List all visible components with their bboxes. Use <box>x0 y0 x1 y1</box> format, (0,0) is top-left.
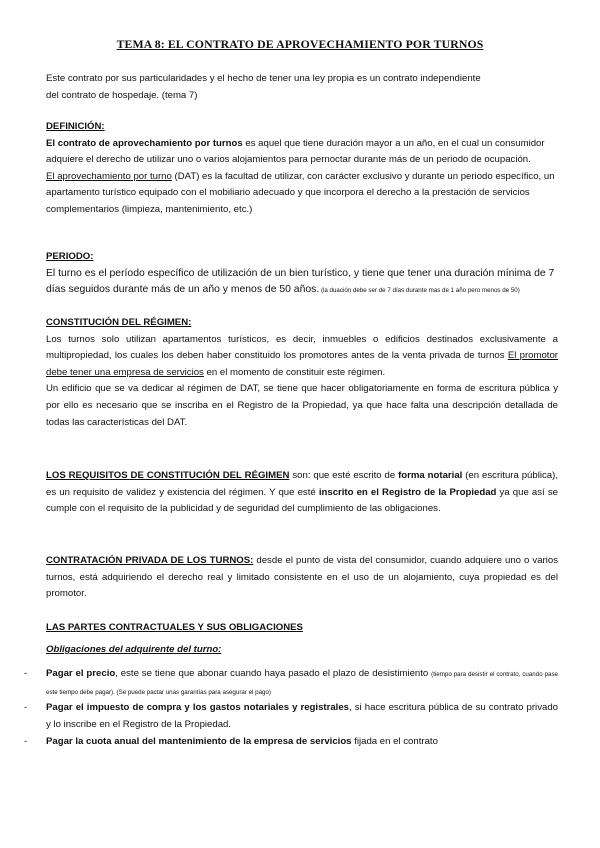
list-item-note: (tiempo para desistir el contrato, cuando pase este tiempo debe pagar). (Se puede pactar unas garantías para asegurar el pago) <box>46 671 558 696</box>
definicion-paragraph-1 <box>46 136 558 169</box>
list-item-text: fijada en el contrato <box>351 736 438 747</box>
intro-paragraph <box>46 71 558 104</box>
constitucion-section <box>46 315 558 431</box>
list-item-bold: Pagar el impuesto de compra y los gastos notariales y registrales <box>46 702 350 713</box>
partes-heading: LAS PARTES CONTRACTUALES Y SUS OBLIGACIONES <box>46 622 303 633</box>
list-item-bold: Pagar el precio <box>46 668 116 679</box>
periodo-note: (la duación debe ser de 7 días durante mas de 1 año pero menos de 50) <box>319 287 520 295</box>
constitucion-text-1b: en el momento de constituir este régimen. <box>203 366 386 378</box>
partes-section <box>46 620 558 637</box>
intro-line-1: Este contrato por sus particularidades y el hecho de tener una ley propia es un contrato independiente <box>46 73 481 84</box>
list-dash: - <box>24 736 28 747</box>
requisitos-bold-2: inscrito en el Registro de la Propiedad <box>318 486 497 498</box>
list-dash: - <box>24 668 28 679</box>
definicion-term-1: El contrato de aprovechamiento por turnos <box>46 137 243 149</box>
list-item <box>24 700 558 733</box>
constitucion-underlined: El promotor debe tener una empresa de servicios <box>46 350 558 378</box>
requisitos-heading: LOS REQUISITOS DE CONSTITUCIÓN DEL RÉGIMEN <box>46 470 290 481</box>
periodo-section <box>46 249 558 300</box>
definicion-term-2: El aprovechamiento por turno <box>46 170 172 182</box>
partes-subheading: Obligaciones del adquirente del turno: <box>46 644 222 655</box>
page-title: TEMA 8: EL CONTRATO DE APROVECHAMIENTO POR TURNOS <box>116 37 484 51</box>
partes-subsection <box>46 642 558 659</box>
contratacion-section <box>46 553 558 603</box>
periodo-paragraph <box>46 266 558 300</box>
constitucion-paragraph-2: Un edificio que se va dedicar al régimen de DAT, se tiene que hacer obligatoriamente en forma de escritura pública y por ello es necesario que se inscriba en el Registro de la Propiedad, ya que hace falta una descripción detallada de todas las características del DAT. <box>46 383 558 428</box>
requisitos-section <box>46 468 558 518</box>
periodo-heading: PERIODO: <box>46 251 94 262</box>
intro-line-2: del contrato de hospedaje. (tema 7) <box>46 89 198 101</box>
definicion-paragraph-2 <box>46 169 558 219</box>
requisitos-bold-1: forma notarial <box>398 470 463 481</box>
list-dash: - <box>24 702 28 713</box>
definicion-text-1: es aquel que tiene duración mayor a un año, en el cual un consumidor adquiere el derecho de utilizar uno o varios alojamientos para pernoctar durante más de un periodo de ocupación. <box>46 137 545 166</box>
constitucion-text-1: Los turnos solo utilizan apartamentos turísticos, es decir, inmuebles o edificios destinados exclusivamente a multipropiedad, los cuales los deben haber constituido los promotores antes de la venta privada de turnos <box>46 333 558 362</box>
requisitos-text-3: ya que así se cumple con el requisito de la publicidad y de seguridad del cumplimiento de las obligaciones. <box>46 486 558 515</box>
list-item-text: , este se tiene que abonar cuando haya pasado el plazo de desistimiento <box>115 668 432 679</box>
constitucion-paragraph-1 <box>46 332 558 382</box>
periodo-text: El turno es el período específico de utilización de un bien turístico, y tiene que tener una duración mínima de 7 días seguidos durante más de un año y menos de 50 años. <box>46 267 555 296</box>
list-item <box>24 666 558 701</box>
list-item <box>24 734 558 751</box>
contratacion-text: desde el punto de vista del consumidor, cuando adquiere uno o varios turnos, está adquiriendo el derecho real y limitado consistente en el uso de un alojamiento, cuya propiedad es del promotor. <box>46 555 558 600</box>
constitucion-heading: CONSTITUCIÓN DEL RÉGIMEN: <box>46 317 192 328</box>
requisitos-text-1: son: que esté escrito de <box>289 470 399 481</box>
contratacion-heading: CONTRATACIÓN PRIVADA DE LOS TURNOS: <box>46 555 254 566</box>
definicion-section <box>46 119 558 219</box>
list-item-text: , si hace escritura pública de su contrato privado y lo inscribe en el Registro de la Propiedad. <box>46 702 558 730</box>
requisitos-text-2: (en escritura pública), es un requisito de validez y existencia del régimen. Y que esté <box>46 470 558 498</box>
definicion-heading: DEFINICIÓN: <box>46 121 105 132</box>
list-item-bold: Pagar la cuota anual del mantenimiento de la empresa de servicios <box>46 736 352 747</box>
definicion-text-2: (DAT) es la facultad de utilizar, con carácter exclusivo y durante un periodo específico, un apartamento turístico equipado con el mobiliario adecuado y que incorpora el derecho a la prestación de servicios complementarios (limpieza, mantenimiento, etc.) <box>46 170 555 215</box>
